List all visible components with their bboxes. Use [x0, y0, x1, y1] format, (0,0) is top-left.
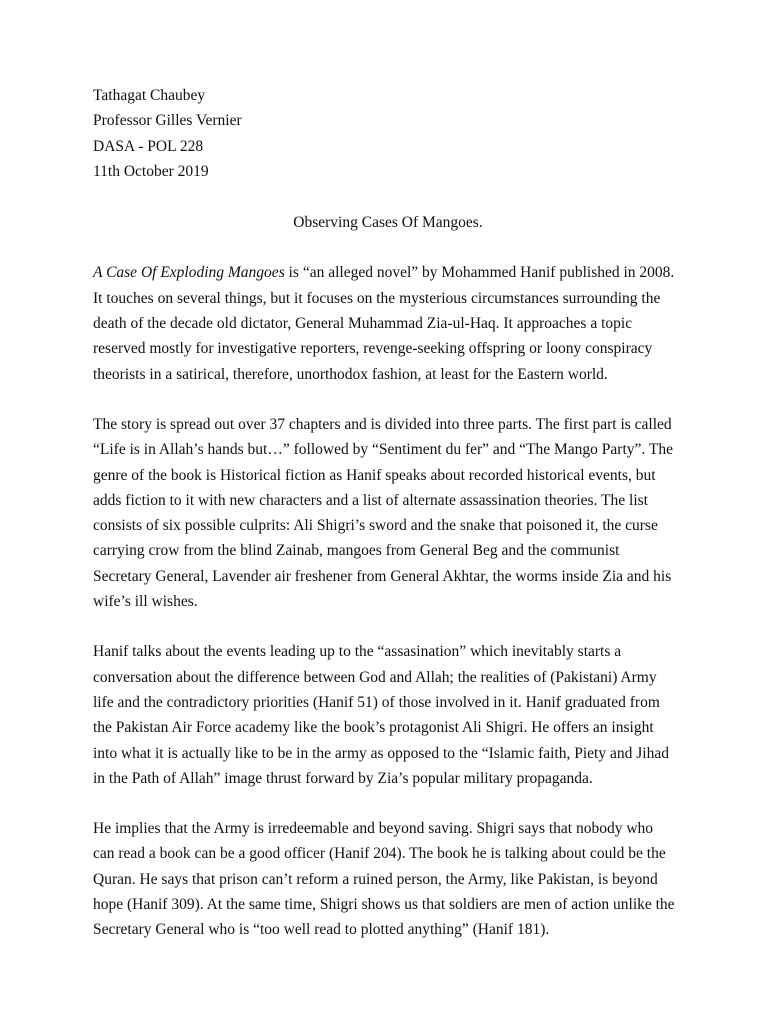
- paragraph-line: It touches on several things, but it focuses on the mysterious circumstances surrounding the: [93, 289, 661, 307]
- paragraph-line: adds fiction to it with new characters and a list of alternate assassination theories. The list: [93, 491, 648, 509]
- paragraph-line: the Pakistan Air Force academy like the book’s protagonist Ali Shigri. He offers an insight: [93, 719, 654, 737]
- paragraph-line: Secretary General, Lavender air freshener from General Akhtar, the worms inside Zia and his: [93, 567, 672, 585]
- paragraph-line: theorists in a satirical, therefore, unorthodox fashion, at least for the Eastern world.: [93, 365, 608, 383]
- paragraph-line: conversation about the difference between God and Allah; the realities of (Pakistani) Army: [93, 668, 657, 686]
- document-body: [93, 83, 683, 968]
- author-name: Tathagat Chaubey: [93, 87, 206, 104]
- paragraph-line: reserved mostly for investigative reporters, revenge-seeking offspring or loony conspiracy: [93, 340, 653, 358]
- paragraph-line: He implies that the Army is irredeemable and beyond saving. Shigri says that nobody who: [93, 820, 654, 838]
- submission-date: 11th October 2019: [93, 162, 209, 180]
- paragraph-line: genre of the book is Historical fiction as Hanif speaks about recorded historical events, but: [93, 466, 656, 484]
- paragraph-line: carrying crow from the blind Zainab, mangoes from General Beg and the communist: [93, 542, 620, 560]
- paragraph-line: death of the decade old dictator, General Muhammad Zia-ul-Haq. It approaches a topic: [93, 315, 633, 333]
- paragraph-line: in the Path of Allah” image thrust forward by Zia’s popular military propaganda.: [93, 769, 593, 787]
- course-code: DASA - POL 228: [93, 137, 204, 155]
- paragraph-line: hope (Hanif 309). At the same time, Shigri shows us that soldiers are men of action unlike the: [93, 896, 675, 914]
- paragraph-line: life and the contradictory priorities (Hanif 51) of those involved in it. Hanif graduated from: [93, 693, 660, 711]
- paragraph-line: Secretary General who is “too well read to plotted anything” (Hanif 181).: [93, 921, 550, 939]
- paragraph-line: can read a book can be a good officer (Hanif 204). The book he is talking about could be the: [93, 845, 666, 863]
- paragraph-line: into what it is actually like to be in the army as opposed to the “Islamic faith, Piety and Jihad: [93, 744, 669, 762]
- document-header: [93, 83, 683, 184]
- paragraph-line: [93, 260, 683, 285]
- paragraph-line-text: is “an alleged novel” by Mohammed Hanif published in 2008.: [288, 264, 675, 282]
- paragraph-3: [93, 639, 683, 791]
- paragraph-line: wife’s ill wishes.: [93, 593, 198, 611]
- paragraph-4: [93, 816, 683, 942]
- paragraph-line: “Life is in Allah’s hands but…” followed by “Sentiment du fer” and “The Mango Party”. The: [93, 441, 673, 459]
- document-title: Observing Cases Of Mangoes.: [293, 214, 483, 232]
- book-title-italic: A Case Of Exploding Mangoes: [93, 264, 285, 282]
- paragraph-1: [93, 260, 683, 386]
- professor-name: Professor Gilles Vernier: [93, 112, 242, 130]
- paragraph-line: Hanif talks about the events leading up to the “assasination” which inevitably starts a: [93, 643, 622, 661]
- paragraph-line: The story is spread out over 37 chapters and is divided into three parts. The first part is called: [93, 415, 672, 433]
- paragraph-line: Quran. He says that prison can’t reform a ruined person, the Army, like Pakistan, is beyond: [93, 870, 658, 888]
- paragraph-2: [93, 412, 683, 614]
- paragraph-line: consists of six possible culprits: Ali Shigri’s sword and the snake that poisoned it, the curse: [93, 517, 658, 535]
